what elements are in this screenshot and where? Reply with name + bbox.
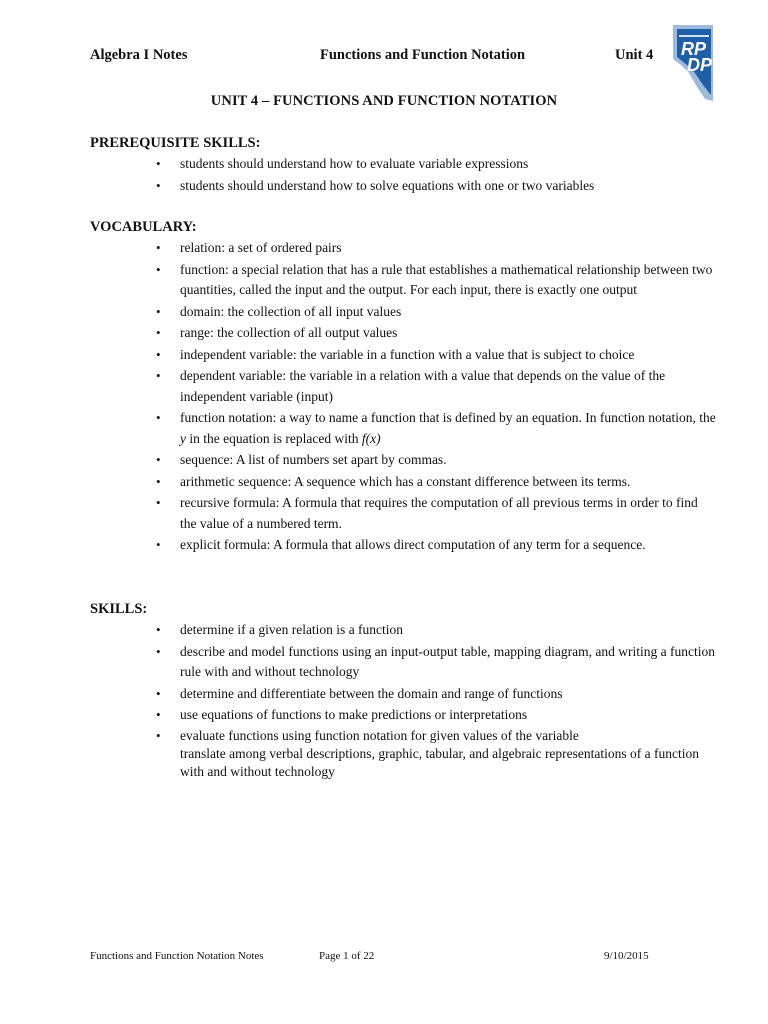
bullet-icon: • (156, 622, 161, 637)
list-item-text: evaluate functions using function notation for given values of the variable (180, 727, 579, 743)
vocabulary-list (156, 238, 716, 557)
bullet-icon: • (156, 303, 161, 319)
list-item-text: describe and model functions using an input-output table, mapping diagram, and writing a function rule with and without technology (180, 643, 716, 679)
list-item-text: translate among verbal descriptions, graphic, tabular, and algebraic representations of a function with and without technology (180, 745, 700, 779)
list-item (156, 472, 716, 493)
list-item-text: arithmetic sequence: A sequence which has a constant difference between its terms. (180, 473, 631, 489)
list-item (156, 705, 716, 726)
bullet-icon: • (156, 452, 161, 467)
list-item (156, 176, 716, 197)
bullet-icon: • (156, 240, 161, 255)
header-unit: Unit 4 (615, 47, 654, 63)
header-course: Algebra I Notes (90, 47, 188, 63)
list-item (156, 260, 716, 301)
bullet-icon: • (156, 325, 161, 340)
list-item-text: independent variable: the variable in a function with a value that is subject to choice (180, 346, 635, 362)
logo-text-top: RP (681, 39, 707, 59)
prerequisite-list (156, 154, 716, 197)
list-item-text: function: a special relation that has a rule that establishes a mathematical relationship between two quantities, called the input and the output. For each input, there is exactly one output (180, 261, 713, 297)
list-item (156, 238, 716, 259)
rpdp-logo (667, 25, 713, 101)
list-item (156, 535, 716, 556)
bullet-icon: • (156, 727, 161, 743)
list-item (156, 302, 716, 323)
list-item-text: relation: a set of ordered pairs (180, 240, 342, 255)
list-item (156, 684, 716, 705)
bullet-icon: • (156, 410, 161, 425)
list-item-text: students should understand how to evaluate variable expressions (180, 156, 529, 171)
list-item-text: recursive formula: A formula that requires the computation of all previous terms in order to find the value of a numbered term. (180, 495, 698, 531)
bullet-icon: • (156, 495, 161, 510)
header-topic: Functions and Function Notation (320, 47, 526, 63)
list-item-text: sequence: A list of numbers set apart by commas. (180, 452, 447, 467)
bullet-icon: • (156, 643, 161, 659)
vocabulary-heading: VOCABULARY: (90, 219, 197, 235)
function-fx: f(x) (361, 430, 381, 446)
bullet-icon: • (156, 473, 161, 489)
skills-heading: SKILLS: (90, 601, 148, 617)
list-item-text: students should understand how to solve equations with one or two variables (180, 177, 595, 193)
list-item (156, 727, 716, 781)
footer-title: Functions and Function Notation Notes (90, 950, 264, 962)
page-title: UNIT 4 – FUNCTIONS AND FUNCTION NOTATION (210, 93, 558, 109)
logo-text-bottom: DP (687, 55, 713, 75)
footer-page-number: Page 1 of 22 (319, 950, 375, 962)
list-item-text: explicit formula: A formula that allows direct computation of any term for a sequence. (180, 537, 646, 552)
bullet-icon: • (156, 685, 161, 701)
list-item (156, 493, 716, 534)
bullet-icon: • (156, 346, 161, 362)
list-item-text: use equations of functions to make predictions or interpretations (180, 707, 528, 722)
bullet-icon: • (156, 707, 161, 722)
list-item-text: range: the collection of all output values (180, 325, 398, 340)
list-item (156, 154, 716, 175)
bullet-icon: • (156, 177, 161, 193)
skills-list (156, 620, 716, 782)
bullet-icon: • (156, 156, 161, 171)
bullet-icon: • (156, 368, 161, 383)
list-item (156, 345, 716, 366)
list-item (156, 642, 716, 683)
function-notation-text: function notation: a way to name a function that is defined by an equation. In function notation, the y in the equation is replaced with f(x) (180, 410, 716, 446)
list-item-text: domain: the collection of all input values (180, 303, 402, 319)
list-item-text: determine if a given relation is a function (180, 622, 404, 637)
list-item-text: dependent variable: the variable in a relation with a value that depends on the value of the independent variable (input) (180, 368, 666, 404)
variable-y: y (180, 430, 186, 446)
list-item (156, 620, 716, 641)
list-item (156, 323, 716, 344)
list-item (156, 450, 716, 471)
footer-date: 9/10/2015 (604, 950, 649, 962)
list-item-text: determine and differentiate between the domain and range of functions (180, 685, 563, 701)
bullet-icon: • (156, 261, 161, 277)
prerequisite-heading: PREREQUISITE SKILLS: (90, 135, 261, 151)
list-item (156, 366, 716, 407)
bullet-icon: • (156, 537, 161, 552)
list-item (156, 408, 716, 449)
